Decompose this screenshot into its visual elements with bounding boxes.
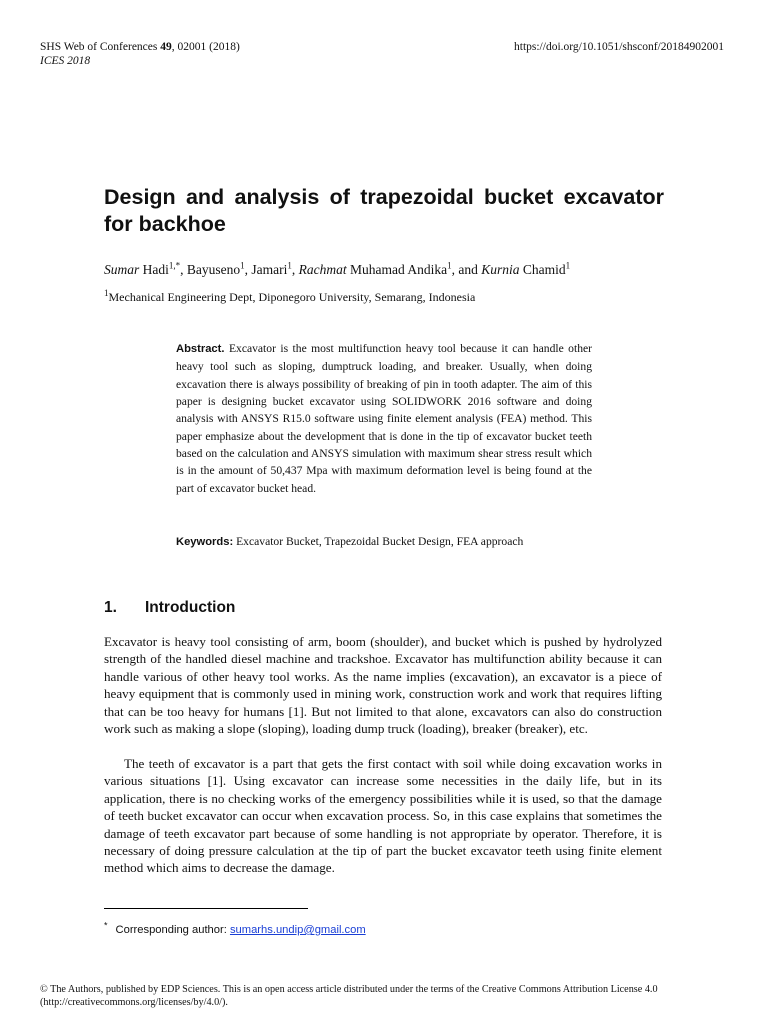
author-affiliation-mark: 1 — [565, 260, 571, 271]
section-heading — [104, 598, 235, 618]
abstract-text: Excavator is the most multifunction heavy tool because it can handle other heavy tool such as sloping, dumptruck loading, and breaker. Usually, when doing excavation there is always possibility of breaking of pin in tooth adapter. The aim of this paper is designing bucket excavator using SOLIDWORK 2016 software and doing analysis with ANSYS R15.0 software using finite element analysis (FEA) method. This paper emphasize about the development that is done in the tip of excavator bucket teeth based on the calculation and ANSYS simulation with maximum shear stress result which is in the amount of 50,437 Mpa with maximum deformation level is being found at the part of excavator bucket head. — [176, 342, 592, 495]
author-affiliation-mark: 1 — [240, 260, 245, 271]
affiliation — [104, 289, 475, 305]
journal-name: SHS Web of Conferences — [40, 41, 161, 53]
footnote-label: Corresponding author: — [115, 924, 230, 936]
doi-link[interactable]: https://doi.org/10.1051/shsconf/20184902001 — [514, 41, 724, 53]
footnote-divider — [104, 908, 308, 909]
author-affiliation-mark: 1 — [287, 260, 292, 271]
keywords-label: Keywords: — [176, 536, 234, 548]
affiliation-text: Mechanical Engineering Dept, Diponegoro University, Semarang, Indonesia — [108, 290, 476, 304]
abstract — [176, 340, 592, 497]
author-name: , Bayuseno — [180, 262, 241, 277]
footnote-mark: * — [104, 920, 108, 931]
section-title: Introduction — [145, 599, 236, 616]
article-number: , 02001 (2018) — [171, 41, 240, 53]
author-separator: , — [291, 262, 299, 277]
running-header — [40, 40, 240, 68]
author-affiliation-mark: 1,* — [168, 260, 181, 271]
affiliation-mark: 1 — [104, 288, 109, 298]
author-name: Muhamad Andika — [346, 262, 448, 277]
body-paragraph: The teeth of excavator is a part that gets the first contact with soil while doing excavation works in various situations [1]. Using excavator can increase some necessities in the daily life, but in its application, there is no checking works of the emergency possibilities while it is used, so that the damage of teeth bucket excavator can occur when excavation process. So, in this case explains that sometimes the damage of teeth excavator part because of some handling is not appropriate by operator. Therefore, it is necessary of doing pressure calculation at the tip of part the bucket excavator teeth using finite element method which aims to decrease the damage. — [104, 756, 662, 876]
author-list — [104, 261, 570, 279]
author-name: Chamid — [519, 262, 566, 277]
body-paragraph: Excavator is heavy tool consisting of arm, boom (shoulder), and bucket which is pushed by hydrolyzed strength of the handled diesel machine and trackshoe. Excavator has multifunction ability because it can handle various of other heavy tool works. As the name implies (excavation), an excavator is a piece of heavy equipment that is commonly used in mining work, construction work and work that requires lifting that can be too heavy for humans [1]. But not limited to that alone, excavators can also do construction work such as making a slope (sloping), loading dump truck (loading), breaker (breaker), etc. — [104, 634, 662, 737]
author-affiliation-mark: 1 — [447, 260, 452, 271]
footnote — [104, 922, 366, 938]
keywords-text: Excavator Bucket, Trapezoidal Bucket Design, FEA approach — [233, 535, 524, 548]
author-separator: , and — [451, 262, 482, 277]
journal-volume: 49 — [160, 41, 172, 53]
author-given-name: Rachmat — [298, 262, 347, 277]
author-name: Hadi — [139, 262, 169, 277]
author-name: , Jamari — [244, 262, 288, 277]
conference-name: ICES 2018 — [40, 55, 91, 67]
author-given-name: Kurnia — [481, 262, 520, 277]
author-email-link[interactable]: sumarhs.undip@gmail.com — [229, 924, 366, 936]
copyright-notice: © The Authors, published by EDP Sciences. This is an open access article distributed under the terms of the Creative Commons Attribution License 4.0 (http://creativecommons.org/licenses/by/4.0/). — [40, 984, 658, 1008]
author-given-name: Sumar — [104, 262, 140, 277]
keywords — [176, 534, 606, 550]
section-number: 1. — [104, 599, 117, 616]
paper-title: Design and analysis of trapezoidal bucket excavator for backhoe — [104, 185, 664, 236]
abstract-label: Abstract. — [176, 343, 225, 355]
